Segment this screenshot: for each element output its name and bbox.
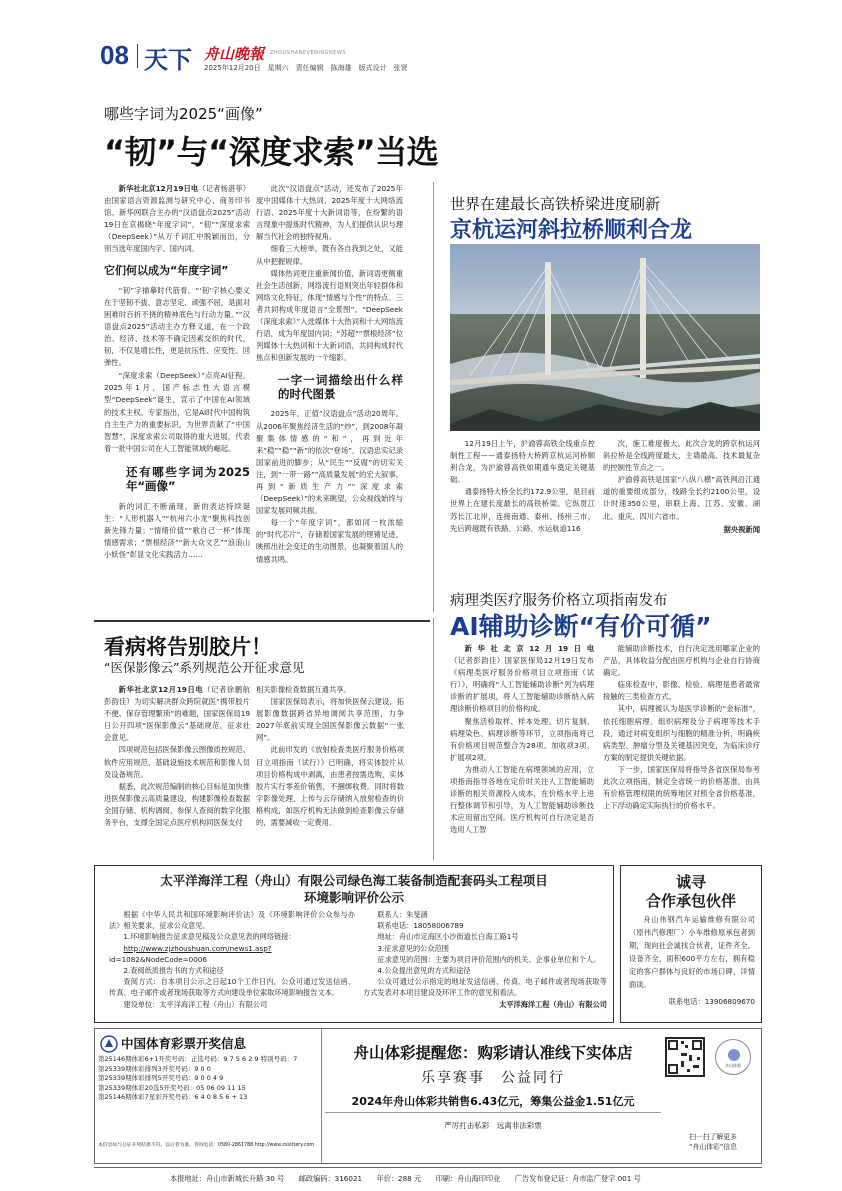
story1-subhead-1: 它们何以成为“年度字词” [104,263,229,277]
lottery-row: 第25146期体彩7星彩开奖号码：6 4 0 8 5 6 + 13 [98,1093,248,1101]
lottery-logo-text: 中国体育彩票开奖信息 [121,1036,247,1051]
ad-title-2: 合作承包伙伴 [645,892,736,910]
ad-contact: 联系电话：13906809670 [668,997,755,1006]
story2-credit: 据央视新闻 [723,524,760,534]
brand-en: ZHOUSHANEVENINGNEWS [270,50,346,56]
lottery-panel [94,1028,762,1164]
bridge-photo [450,244,760,431]
page-number: 08 [100,40,129,70]
notice-title-2: 环境影响评价公示 [303,890,404,905]
qr-caption-1: 扫一扫了解更多 [689,1133,737,1141]
notice-title-1: 太平洋海洋工程（舟山）有限公司绿色海工装备制造配套码头工程项目 [160,873,548,888]
lottery-promo-title: 舟山体彩提醒您：购彩请认准线下实体店 [353,1044,633,1062]
lottery-row: 第25339期体彩20选5开奖号码：05 06 09 11 15 [98,1083,246,1092]
masthead [100,38,810,82]
ad-title-1: 诚寻 [675,873,706,891]
story3-headline: AI辅助诊断“有价可循” [450,612,712,641]
story1-headline: “韧”与“深度求索”当选 [104,133,439,171]
notice-box: 太平洋海洋工程（舟山）有限公司绿色海工装备制造配套码头工程项目 环境影响评价公示 根据《中华人民共和国环境影响评价法》及《环境影响评价公众参与办法》相关要求，征求公众意见。 1.环境影响报告征求意见稿及公众意见表的网络链接： http://www.zjzhoushuan.com/news1.asp? id=1082&NodeCode=0006 2.查阅纸质报告书的方式和途径 查阅方式：自本项目公示之日起10个工作日内，公众可通过发送信函、传真、电子邮件或者现场获取等方式向建设单位索取环境影响报告文本。 建设单位：太平洋海洋工程（舟山）有限公司 联系人：朱旻涵 联系电话：18058006789 地址：舟山市定海区小沙街道长白海工路1号 3.征求意见的公众范围 征求意见的范围：主要为项目评价范围内的机关、企事业单位和个人。 4.公众提出意见的方式和途径 公众可通过公示指定的地址发送信函、传真、电子邮件或者现场获取等方式发表对本项目建设及环评工作的意见和看法。 太平洋海洋工程（舟山）有限公司 [94,865,614,1023]
story4-col1: 新华社北京12月19日电（记者徐鹏航 彭韵佳）为切实解决群众跨院就医“携带胶片不便、保存管理繁琐”的难题，国家医保局19日公开四项“医保影像云”基础规范，征求社会意见。 四项规范包括医保影像云图像质控规范、软件应用规范、基础设施技术规范和影像人员及设备规范。 据悉，此次规范编制的核心目标是加快推进医保影像云高质量建设，构建影像检查数据全国存储、机构调阅、参保人查阅的数字化服务平台，支撑全国定点医疗机构同医保支付 [104,685,258,828]
story1-subhead-3: 一字一词描绘出什么样的时代图景 [278,373,403,402]
story4-col2: 相关影像检查数据互通共享。 国家医保局表示，将加快医保云建设，拓展影像数据跨省异地调阅共享范围，力争2027年底前实现全国医保影像云数据“一张网”。 此前印发的《放射检查类医疗服务价格项目立项指南（试行）》已明确，将实体胶片从项目价格构成中剥离，由患者按需选购，实体胶片实行零差价销售，不捆绑收费。同时将数字影像处理、上传与云存储纳入放射检查的价格构成，如医疗机构无法做到检查影像云存储的，需要减收一定费用。 [256,685,404,828]
notice-link[interactable]: http://www.zjzhoushuan.com/news1.asp? [123,943,272,953]
story1-subhead-2: 还有哪些字词为2025年“画像” [126,464,250,493]
brand-logo: 舟山晚報 [204,45,265,63]
lottery-row: 第25146期体彩6+1开奖号码：正选号码：9 7 5 6 2 9 特别号码：7 [98,1055,298,1063]
lottery-logo-icon [100,1035,118,1053]
story1-col2: 此次“汉语盘点”活动，还发布了2025年度中国媒体十大热词、2025年度十大网络流行语、2025年度十大新词语等，在纷繁的语言现象中提炼时代精神，为人们提供认识与理解当代社会的独特视角。 细看三大榜单，既有各自我到之处，又能从中把握规律。 媒体热词更注重新闻价值，新词语更侧重社会生活创新，网络流行语则突出年轻群体和网络文化特征，体现“情感与个性”的特点。三者共同构成年度语言“全景图”。“DeepSeek（深度求索）”入选媒体十大热词和十大网络流行语，成为年度国内词；“苏超”“票根经济”位列媒体十大热词和十大新词语，共同构成时代焦点和创新发展的一个缩影。 一字一词描绘出什么样的时代图景 2025年，正值“汉语盘点”活动20周年。从2006年聚焦经济生活的“炒”，到2008年凝聚集体情感的“和”，再到近年来“稳”“稳”“新”的依次“登场”，汉语忠实记录国家前进的脚步；从“民生”“反腐”的切实关注，到“一带一路”“高质量发展”的宏大叙事，再到“新质生产力”“深度求索（DeepSeek）”的未来眺望，公众视线始终与国家发展同频共振。 每一个“年度字词”，都如同一枚浓缩的“时代芯片”，存储着国家发展的铿锵足迹，映照出社会变迁的生动图景，也凝聚着国人的情感共鸣。 [256,184,403,564]
story2-col1: 12月19日上午，沪渝蓉高铁全线重点控制性工程——通泰扬特大桥跨京杭运河桥顺利合龙，为沪渝蓉高铁如期通车奠定关键基础。 通泰扬特大桥全长约172.9公里，是目前世界上在建长度最长的高铁桥梁。它纵贯江苏长江北岸，连接南通、泰州、扬州三市，先后跨越既有铁路、公路、水运航道116 [450,439,595,533]
qr-code[interactable] [665,1037,705,1077]
story1-col1: 新华社北京12月19日电（记者杨湛菲）由国家语言资源监测与研究中心、商务印书馆、新华网联合主办的“汉语盘点2025”活动19日在京揭晓“年度字词”，“韧”“深度求索（DeepSeek）”从万千词汇中脱颖而出，分别当选年度国内字、国内词。 它们何以成为“年度字词” “韧”字描摹时代筋骨。“‘韧’字核心要义在于坚韧不拔、意志坚定、顽强不屈，是面对困难时百折不挠的精神底色与行动力量。”“汉语盘点2025”活动主办方释义道，在一个政治、经济、技术等不确定因素交织的时代，韧，不仅是增长性，更是抗压性、应变性、回弹性。 “深度求索（DeepSeek）”点亮AI征程。2025年1月，国产标志性大语言模型“DeepSeek”诞生，宣示了中国在AI领域的技术主权。专家指出，它是AI时代中国构筑自主生产力的重要标识，为世界贡献了“中国智慧”，深度求索公司取得的重大进展，代表着一批中国公司在人工智能领域的崛起。 还有哪些字词为2025年“画像” 新的词汇不断涌现，新的表达持续诞生：“人形机器人”“杭州六小龙”聚焦科技创新先锋力量；“情绪价值”“歌自己一杯”体现情感需求；“票根经济”“新大众文艺”“浪浪山小妖怪”彰显文化实践活力…… [104,184,251,560]
lottery-seal-icon [715,1039,751,1075]
lottery-warning: 严厉打击私彩 远离非法彩票 [444,1121,542,1130]
story1-kicker: 哪些字词为2025“画像” [104,105,263,123]
story4-subhead: “医保影像云”系列规范公开征求意见 [104,660,305,675]
story2-col2: 次，施工难度极大。此次合龙的跨京杭运河斜拉桥是全线跨度最大、主墙最高、技术最复杂的控制性节点之一。 沪渝蓉高铁是国家“八纵八横”高铁网沿江通道的重要组成部分，线路全长约2100公里，设计时速350公里，串联上海、江苏、安徽、湖北、重庆、四川六省市。 据央视新闻 [603,438,760,536]
lottery-row: 第25339期体彩排列3开奖号码：9 0 0 [98,1064,211,1073]
ad-box: 诚寻 合作承包伙伴 舟山伟钢汽车运输维修有限公司（原伟汽修理厂）小车维修原承包者到期，现向社会诚找合伙者，证件齐全，设备齐全，面积600平方左右，拥有稳定的客户群体与良好的市场口碑，详情面谈。 联系电话：13906809670 [620,865,762,1023]
story3-kicker: 病理类医疗服务价格立项指南发布 [450,593,668,609]
lottery-seal-label: 舟山体彩 [725,1063,741,1068]
story3-col2: 能辅助诊断技术，自行决定选用哪家企业的产品，具体收益分配由医疗机构与企业自行协商确定。 临床检查中，影像、检验、病理是患者最常接触的三类检查方式。 其中，病理被认为是医学诊断的“金标准”，依托细胞病理、组织病理及分子病理等技术手段，通过对病变组织与细胞的精准分析，明确疾病类型、肿瘤分型及关键基因突变，为临床诊疗方案的制定提供关键依据。 下一步，国家医保局将指导各省医保局参考此次立项指南，制定全省统一的价格基准，由具有价格管理权限的统筹地区对照全省价格基准，上下浮动确定实际执行的价格水平。 [603,644,760,811]
lottery-slogan: 乐享赛事 公益同行 [421,1070,565,1086]
dateline: 新华社北京12月19日电 [118,184,199,193]
lottery-sales: 2024年舟山体彩共销售6.43亿元，筹集公益金1.51亿元 [351,1095,635,1108]
lottery-row: 第25339期体彩排列5开奖号码：9 0 0 4 9 [98,1074,224,1082]
date-line: 2025年12月20日 星期六 责任编辑 陈海雄 版式设计 张贤 [204,64,408,72]
story2-headline: 京杭运河斜拉桥顺利合龙 [450,218,693,243]
story2-kicker: 世界在建最长高铁桥梁进度刷新 [450,195,661,213]
lottery-footnote: 本信息如与公证开奖结果不符，以后者为准。咨询电话：0580-2861788 http://www.zslottery.com [98,1143,315,1148]
story4-headline: 看病将告别胶片！ [104,635,272,659]
footer-info: 本报地址：舟山市新城长升路 30 号 邮政编码：316021 年价：288 元 印刷：舟山海印印业 广告发布登记证：舟市监广登字 001 号 [170,1174,641,1183]
qr-caption-2: “舟山体彩”信息 [689,1143,737,1151]
story3-col1: 新华社北京12月19日电（记者彭韵佳）国家医保局12月19日发布《病理类医疗服务价格项目立项指南（试行）》，明确将“人工智能辅助诊断”列为病理诊断的扩展项，将人工智能辅助诊断纳入病理诊断价格项目的价格构成。 聚焦活检取样、样本处理、切片复制、病理染色、病理诊断等环节，立项指南将已有价格项目规范整合为28项、加收项3项、扩展项2项。 为推动人工智能在病理领域的应用，立项指南指导各地在定价时关注人工智能辅助诊断的相关资源投入成本，在价格水平上进行整体调节和引导，为人工智能辅助诊断技术应用留出空间。医疗机构可自行决定是否选用人工智 [450,644,594,835]
section-name: 天下 [144,45,192,74]
notice-signature: 太平洋海洋工程（舟山）有限公司 [499,999,607,1009]
lottery-results [98,1055,316,1103]
